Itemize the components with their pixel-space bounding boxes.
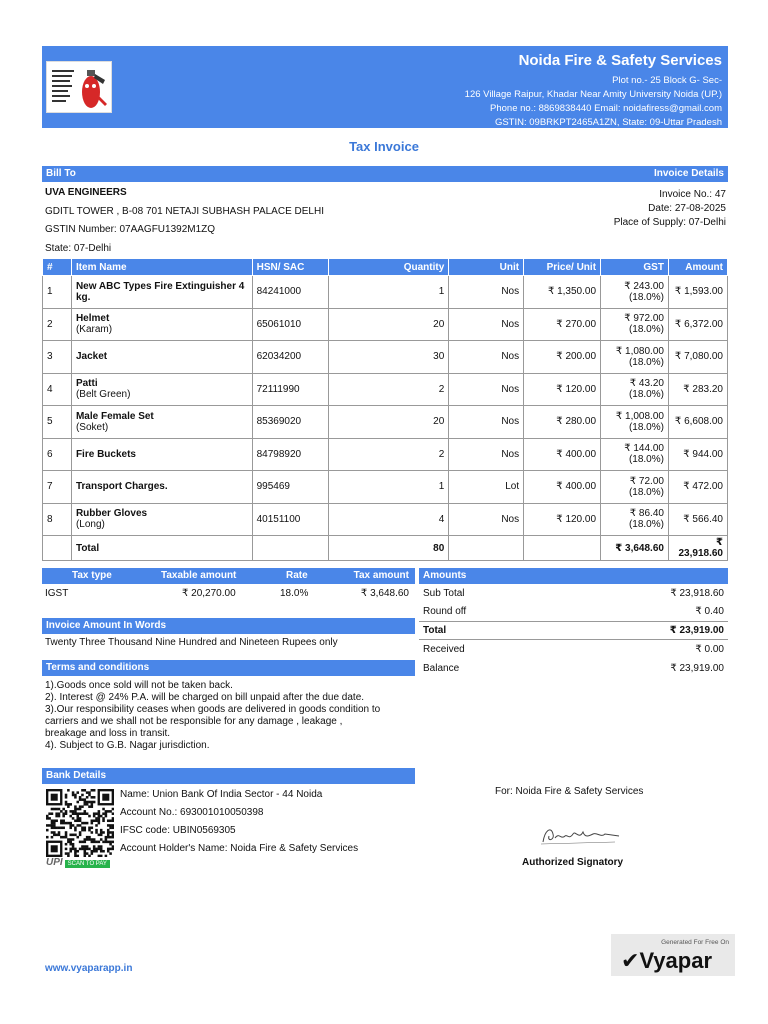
row-gst bbox=[601, 438, 669, 471]
row-quantity: 1 bbox=[328, 276, 449, 309]
total-label: Total bbox=[71, 536, 252, 561]
company-name: Noida Fire & Safety Services bbox=[518, 52, 722, 69]
terms-line: carriers and we shall not be responsible for any damage , leakage , bbox=[45, 716, 343, 727]
amounts-header: Amounts bbox=[419, 568, 728, 584]
total-blank-hsn bbox=[252, 536, 328, 561]
row-unit: Lot bbox=[449, 471, 524, 504]
bank-holder: Account Holder's Name: Noida Fire & Safety Services bbox=[120, 843, 359, 854]
row-price: ₹ 270.00 bbox=[524, 308, 601, 341]
row-gst bbox=[601, 276, 669, 309]
row-quantity: 20 bbox=[328, 406, 449, 439]
col-header-unit: Unit bbox=[449, 259, 524, 276]
row-price: ₹ 200.00 bbox=[524, 341, 601, 374]
row-unit: Nos bbox=[449, 308, 524, 341]
row-item-name: Male Female Set bbox=[75, 410, 154, 422]
row-gst bbox=[601, 308, 669, 341]
bill-to-bar bbox=[42, 166, 728, 182]
row-amount: ₹ 472.00 bbox=[668, 471, 727, 504]
row-item-name: Fire Buckets bbox=[75, 448, 136, 460]
terms-line: breakage and loss in transit. bbox=[45, 728, 171, 739]
row-amount: ₹ 6,372.00 bbox=[668, 308, 727, 341]
row-unit: Nos bbox=[449, 276, 524, 309]
row-gst-amount: ₹ 86.40 bbox=[629, 508, 664, 520]
invoice-number: Invoice No.: 47 bbox=[659, 189, 726, 200]
row-gst bbox=[601, 406, 669, 439]
row-gst-percent: (18.0%) bbox=[628, 324, 664, 336]
row-hsn: 62034200 bbox=[252, 341, 328, 374]
row-quantity: 4 bbox=[328, 503, 449, 536]
amount-row-total bbox=[419, 621, 728, 640]
row-gst bbox=[601, 373, 669, 406]
row-gst-percent: (18.0%) bbox=[628, 356, 664, 368]
col-header-quantity: Quantity bbox=[328, 259, 449, 276]
row-index: 8 bbox=[43, 503, 72, 536]
tax-summary-row bbox=[42, 586, 415, 602]
row-quantity: 1 bbox=[328, 471, 449, 504]
received-value: ₹ 0.00 bbox=[695, 644, 724, 655]
row-gst-percent: (18.0%) bbox=[628, 389, 664, 401]
row-index: 5 bbox=[43, 406, 72, 439]
row-index: 3 bbox=[43, 341, 72, 374]
row-amount: ₹ 7,080.00 bbox=[668, 341, 727, 374]
row-item-name: Helmet bbox=[75, 313, 110, 325]
row-unit: Nos bbox=[449, 373, 524, 406]
col-header-index: # bbox=[43, 259, 72, 276]
row-index: 6 bbox=[43, 438, 72, 471]
row-item-name: New ABC Types Fire Extinguisher 4 kg. bbox=[75, 280, 245, 303]
items-total-row bbox=[43, 536, 728, 561]
row-unit: Nos bbox=[449, 341, 524, 374]
row-amount: ₹ 566.40 bbox=[668, 503, 727, 536]
row-item-name: Jacket bbox=[75, 351, 108, 363]
signature-image bbox=[535, 820, 625, 850]
company-logo bbox=[46, 61, 112, 113]
amount-row-subtotal bbox=[419, 585, 728, 604]
roundoff-value: ₹ 0.40 bbox=[695, 606, 724, 617]
row-amount: ₹ 1,593.00 bbox=[668, 276, 727, 309]
row-quantity: 2 bbox=[328, 438, 449, 471]
row-gst-amount: ₹ 43.20 bbox=[629, 378, 664, 390]
tax-header-rate: Rate bbox=[286, 570, 308, 581]
document-title: Tax Invoice bbox=[349, 139, 419, 154]
total-blank-unit bbox=[449, 536, 524, 561]
row-price: ₹ 280.00 bbox=[524, 406, 601, 439]
terms-header: Terms and conditions bbox=[42, 660, 415, 676]
vyapar-badge bbox=[611, 934, 735, 976]
bank-name: Name: Union Bank Of India Sector - 44 Noida bbox=[120, 789, 323, 800]
authorized-signatory-label: Authorized Signatory bbox=[522, 857, 624, 868]
customer-address: GDITL TOWER , B-08 701 NETAJI SUBHASH PALACE DELHI bbox=[45, 205, 324, 217]
row-gst-amount: ₹ 72.00 bbox=[629, 475, 664, 487]
total-blank-price bbox=[524, 536, 601, 561]
items-table bbox=[42, 258, 728, 561]
row-quantity: 20 bbox=[328, 308, 449, 341]
col-header-gst: GST bbox=[601, 259, 669, 276]
row-item-name: Rubber Gloves bbox=[75, 508, 148, 520]
table-row bbox=[43, 308, 728, 341]
table-row bbox=[43, 341, 728, 374]
total-blank-index bbox=[43, 536, 72, 561]
row-amount: ₹ 283.20 bbox=[668, 373, 727, 406]
row-item bbox=[71, 341, 252, 374]
bill-to-details bbox=[45, 186, 324, 260]
row-index: 7 bbox=[43, 471, 72, 504]
tax-rate: 18.0% bbox=[280, 588, 309, 599]
row-item bbox=[71, 276, 252, 309]
balance-label: Balance bbox=[423, 663, 460, 674]
roundoff-label: Round off bbox=[423, 606, 467, 617]
total-amount: ₹ 23,918.60 bbox=[668, 536, 727, 561]
company-address-1: Plot no.- 25 Block G- Sec- bbox=[612, 75, 722, 86]
amount-row-balance bbox=[419, 660, 728, 679]
total-quantity: 80 bbox=[328, 536, 449, 561]
table-row bbox=[43, 471, 728, 504]
grand-total-value: ₹ 23,919.00 bbox=[669, 625, 724, 636]
row-gst-amount: ₹ 243.00 bbox=[624, 280, 664, 292]
customer-name: UVA ENGINEERS bbox=[45, 187, 127, 198]
subtotal-label: Sub Total bbox=[423, 588, 465, 599]
terms-text bbox=[45, 680, 415, 752]
total-gst: ₹ 3,648.60 bbox=[601, 536, 669, 561]
row-hsn: 995469 bbox=[252, 471, 328, 504]
row-hsn: 40151100 bbox=[252, 503, 328, 536]
row-gst-amount: ₹ 1,008.00 bbox=[615, 410, 664, 422]
row-price: ₹ 1,350.00 bbox=[524, 276, 601, 309]
bank-details-header: Bank Details bbox=[42, 768, 415, 784]
row-item bbox=[71, 373, 252, 406]
row-price: ₹ 120.00 bbox=[524, 503, 601, 536]
company-contact: Phone no.: 8869838440 Email: noidafiress@gmail.com bbox=[490, 103, 722, 114]
row-quantity: 2 bbox=[328, 373, 449, 406]
row-unit: Nos bbox=[449, 503, 524, 536]
invoice-details-header: Invoice Details bbox=[653, 168, 724, 179]
table-row bbox=[43, 503, 728, 536]
tax-type: IGST bbox=[45, 588, 69, 599]
row-item-desc: (Belt Green) bbox=[75, 389, 131, 401]
row-gst-percent: (18.0%) bbox=[628, 291, 664, 303]
row-hsn: 65061010 bbox=[252, 308, 328, 341]
invoice-details bbox=[614, 188, 726, 230]
company-info bbox=[465, 52, 722, 130]
row-unit: Nos bbox=[449, 438, 524, 471]
tax-header-taxable: Taxable amount bbox=[161, 570, 237, 581]
row-item-desc: (Long) bbox=[75, 519, 105, 531]
row-gst bbox=[601, 471, 669, 504]
received-label: Received bbox=[423, 644, 465, 655]
row-gst-percent: (18.0%) bbox=[628, 454, 664, 466]
row-gst-amount: ₹ 972.00 bbox=[624, 313, 664, 325]
table-row bbox=[43, 276, 728, 309]
table-row bbox=[43, 406, 728, 439]
qr-code-icon bbox=[46, 789, 114, 857]
amount-row-roundoff bbox=[419, 603, 728, 622]
row-price: ₹ 400.00 bbox=[524, 471, 601, 504]
row-gst-amount: ₹ 1,080.00 bbox=[615, 345, 664, 357]
amount-row-received bbox=[419, 641, 728, 660]
row-gst-amount: ₹ 144.00 bbox=[624, 443, 664, 455]
scan-to-pay-label: SCAN TO PAY bbox=[65, 860, 110, 868]
row-gst bbox=[601, 341, 669, 374]
row-hsn: 72111990 bbox=[252, 373, 328, 406]
col-header-item-name: Item Name bbox=[71, 259, 252, 276]
row-item bbox=[71, 308, 252, 341]
col-header-hsn: HSN/ SAC bbox=[252, 259, 328, 276]
tax-amount: ₹ 3,648.60 bbox=[360, 588, 409, 599]
terms-line: 2). Interest @ 24% P.A. will be charged on bill unpaid after the due date. bbox=[45, 692, 365, 703]
bank-ifsc: IFSC code: UBIN0569305 bbox=[120, 825, 236, 836]
bank-account: Account No.: 693001010050398 bbox=[120, 807, 264, 818]
customer-gstin: GSTIN Number: 07AAGFU1392M1ZQ bbox=[45, 224, 216, 235]
vyapar-logo bbox=[621, 948, 712, 974]
row-index: 4 bbox=[43, 373, 72, 406]
row-item bbox=[71, 503, 252, 536]
table-row bbox=[43, 373, 728, 406]
invoice-date: Date: 27-08-2025 bbox=[648, 203, 726, 214]
company-address-2: 126 Village Raipur, Khadar Near Amity University Noida (UP.) bbox=[464, 89, 722, 100]
row-amount: ₹ 944.00 bbox=[668, 438, 727, 471]
amount-words-header: Invoice Amount In Words bbox=[42, 618, 415, 634]
row-gst bbox=[601, 503, 669, 536]
row-unit: Nos bbox=[449, 406, 524, 439]
items-header-row bbox=[43, 259, 728, 276]
row-amount: ₹ 6,608.00 bbox=[668, 406, 727, 439]
tax-header-amount: Tax amount bbox=[353, 570, 409, 581]
row-item-name: Transport Charges. bbox=[75, 481, 168, 493]
place-of-supply: Place of Supply: 07-Delhi bbox=[613, 217, 726, 228]
generated-label: Generated For Free On bbox=[661, 939, 729, 946]
vyapar-brand: Vyapar bbox=[639, 948, 713, 973]
row-item bbox=[71, 438, 252, 471]
table-row bbox=[43, 438, 728, 471]
items-body bbox=[43, 276, 728, 536]
footer-website-link[interactable]: www.vyaparapp.in bbox=[45, 963, 133, 974]
row-gst-percent: (18.0%) bbox=[628, 486, 664, 498]
tax-summary-header bbox=[42, 568, 415, 584]
for-company: For: Noida Fire & Safety Services bbox=[495, 786, 644, 797]
row-item-desc: (Karam) bbox=[75, 324, 113, 336]
terms-line: 1).Goods once sold will not be taken back. bbox=[45, 680, 233, 691]
row-quantity: 30 bbox=[328, 341, 449, 374]
terms-line: 4). Subject to G.B. Nagar jurisdiction. bbox=[45, 740, 210, 751]
terms-line: 3).Our responsibility ceases when goods are delivered in goods condition to bbox=[45, 704, 381, 715]
row-hsn: 84241000 bbox=[252, 276, 328, 309]
row-gst-percent: (18.0%) bbox=[628, 421, 664, 433]
row-item-desc: (Soket) bbox=[75, 421, 109, 433]
bank-details bbox=[120, 788, 358, 860]
grand-total-label: Total bbox=[423, 625, 447, 636]
col-header-price: Price/ Unit bbox=[524, 259, 601, 276]
row-price: ₹ 400.00 bbox=[524, 438, 601, 471]
row-item-name: Patti bbox=[75, 378, 98, 390]
row-index: 1 bbox=[43, 276, 72, 309]
upi-badge bbox=[46, 857, 110, 868]
row-index: 2 bbox=[43, 308, 72, 341]
row-price: ₹ 120.00 bbox=[524, 373, 601, 406]
upi-logo: UPI bbox=[46, 857, 63, 868]
row-gst-percent: (18.0%) bbox=[628, 519, 664, 531]
tax-header-type: Tax type bbox=[72, 570, 112, 581]
col-header-amount: Amount bbox=[668, 259, 727, 276]
row-hsn: 84798920 bbox=[252, 438, 328, 471]
balance-value: ₹ 23,919.00 bbox=[670, 663, 724, 674]
amount-words-text: Twenty Three Thousand Nine Hundred and Nineteen Rupees only bbox=[45, 637, 338, 648]
bill-to-header: Bill To bbox=[46, 168, 76, 179]
row-item bbox=[71, 471, 252, 504]
company-gstin: GSTIN: 09BRKPT2465A1ZN, State: 09-Uttar Pradesh bbox=[494, 117, 722, 128]
company-header bbox=[42, 46, 728, 128]
vyapar-check-icon: ✔ bbox=[621, 948, 640, 973]
customer-state: State: 07-Delhi bbox=[45, 242, 112, 254]
row-item bbox=[71, 406, 252, 439]
row-hsn: 85369020 bbox=[252, 406, 328, 439]
subtotal-value: ₹ 23,918.60 bbox=[670, 588, 724, 599]
tax-taxable-amount: ₹ 20,270.00 bbox=[182, 588, 236, 599]
